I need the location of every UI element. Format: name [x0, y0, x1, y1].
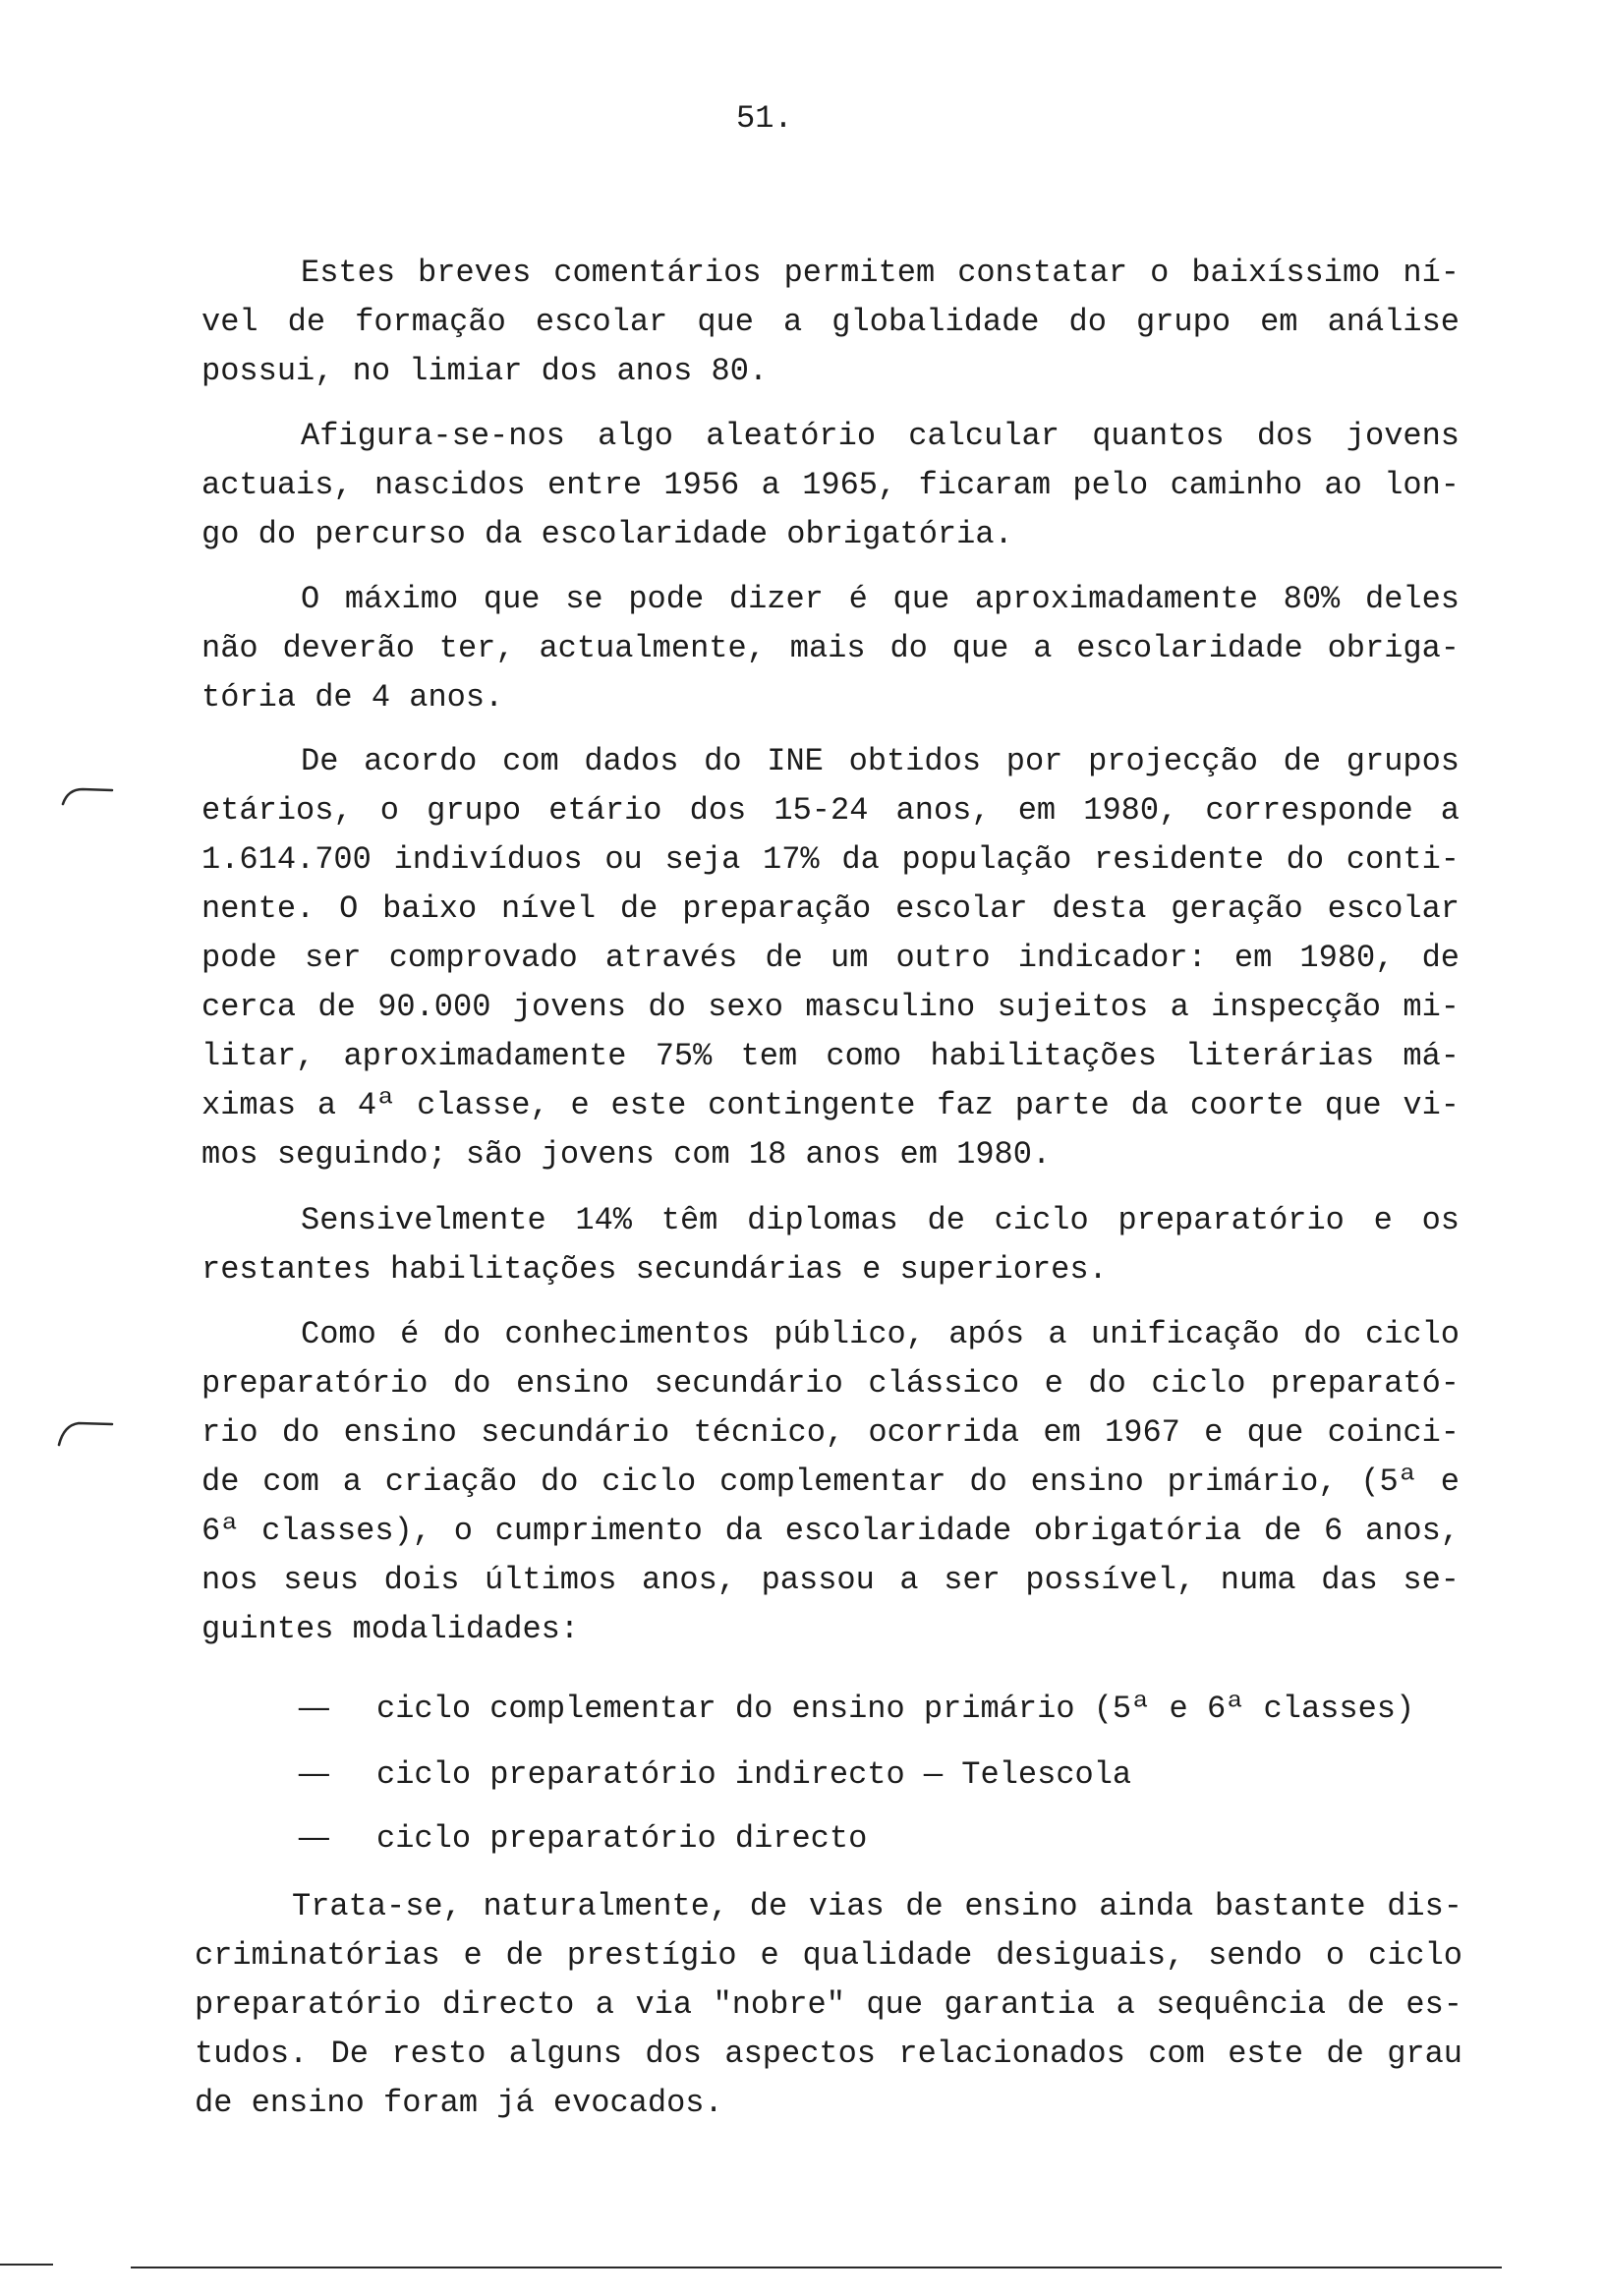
paragraph-line: Sensivelmente 14% têm diplomas de ciclo preparatório e os: [301, 1202, 1460, 1238]
paragraph-line: go do percurso da escolaridade obrigatória.: [201, 516, 1013, 552]
dash-bullet: —: [299, 1820, 329, 1857]
dash-bullet: —: [299, 1691, 329, 1727]
list-item: [299, 1685, 1415, 1734]
margin-mark: [59, 784, 116, 808]
page-number: 51.: [736, 100, 793, 137]
paragraph-line: actuais, nascidos entre 1956 a 1965, ficaram pelo caminho ao lon-: [201, 467, 1460, 503]
paragraph-line: 1.614.700 indivíduos ou seja 17% da população residente do conti-: [201, 841, 1460, 878]
paragraph-line: mos seguindo; são jovens com 18 anos em 1980.: [201, 1136, 1052, 1173]
paragraph-3: [201, 575, 1460, 722]
paragraph-line: pode ser comprovado através de um outro indicador: em 1980, de: [201, 940, 1460, 976]
paragraph-line: restantes habilitações secundárias e superiores.: [201, 1251, 1108, 1288]
paragraph-line: Como é do conhecimentos público, após a unificação do ciclo: [301, 1316, 1460, 1352]
paragraph-line: tória de 4 anos.: [201, 679, 504, 716]
paragraph-2: [201, 412, 1460, 559]
paragraph-line: criminatórias e de prestígio e qualidade desiguais, sendo o ciclo: [195, 1937, 1462, 1974]
paragraph-line: preparatório do ensino secundário clássico e do ciclo preparató-: [201, 1365, 1460, 1402]
paragraph-7: [195, 1882, 1462, 2128]
paragraph-line: possui, no limiar dos anos 80.: [201, 353, 769, 389]
paragraph-line: rio do ensino secundário técnico, ocorrida em 1967 e que coinci-: [201, 1414, 1460, 1451]
paragraph-line: de ensino foram já evocados.: [195, 2085, 723, 2121]
paragraph-line: etários, o grupo etário dos 15-24 anos, em 1980, corresponde a: [201, 792, 1460, 829]
list-item-text: ciclo preparatório indirecto — Telescola: [376, 1756, 1132, 1793]
paragraph-line: preparatório directo a via "nobre" que garantia a sequência de es-: [195, 1986, 1462, 2023]
paragraph-line: Trata-se, naturalmente, de vias de ensino ainda bastante dis-: [292, 1888, 1462, 1924]
footer-short-rule: [0, 2264, 53, 2266]
paragraph-line: Afigura-se-nos algo aleatório calcular quantos dos jovens: [301, 418, 1460, 454]
paragraph-5: [201, 1196, 1460, 1294]
paragraph-line: de com a criação do ciclo complementar do ensino primário, (5ª e: [201, 1464, 1460, 1500]
dash-bullet: —: [299, 1756, 329, 1793]
paragraph-line: vel de formação escolar que a globalidade do grupo em análise: [201, 304, 1460, 340]
list-item: [299, 1751, 1132, 1800]
paragraph-line: 6ª classes), o cumprimento da escolaridade obrigatória de 6 anos,: [201, 1513, 1460, 1549]
paragraph-6: [201, 1310, 1460, 1654]
paragraph-line: O máximo que se pode dizer é que aproximadamente 80% deles: [301, 581, 1460, 617]
paragraph-line: ximas a 4ª classe, e este contingente faz parte da coorte que vi-: [201, 1087, 1460, 1123]
list-item-text: ciclo complementar do ensino primário (5ª e 6ª classes): [376, 1691, 1415, 1727]
paragraph-line: nente. O baixo nível de preparação escolar desta geração escolar: [201, 890, 1460, 927]
paragraph-line: Estes breves comentários permitem constatar o baixíssimo ní-: [301, 255, 1460, 291]
paragraph-line: guintes modalidades:: [201, 1611, 580, 1647]
footer-rule: [131, 2267, 1502, 2268]
paragraph-line: De acordo com dados do INE obtidos por projecção de grupos: [301, 743, 1460, 779]
paragraph-line: nos seus dois últimos anos, passou a ser possível, numa das se-: [201, 1562, 1460, 1598]
margin-mark: [55, 1417, 116, 1449]
paragraph-4: [201, 737, 1460, 1179]
paragraph-line: não deverão ter, actualmente, mais do que a escolaridade obriga-: [201, 630, 1460, 666]
paragraph-1: [201, 249, 1460, 396]
list-item-text: ciclo preparatório directo: [376, 1820, 868, 1857]
paragraph-line: cerca de 90.000 jovens do sexo masculino sujeitos a inspecção mi-: [201, 989, 1460, 1025]
list-item: [299, 1814, 868, 1864]
paragraph-line: litar, aproximadamente 75% tem como habilitações literárias má-: [201, 1038, 1460, 1074]
paragraph-line: tudos. De resto alguns dos aspectos relacionados com este de grau: [195, 2036, 1462, 2072]
